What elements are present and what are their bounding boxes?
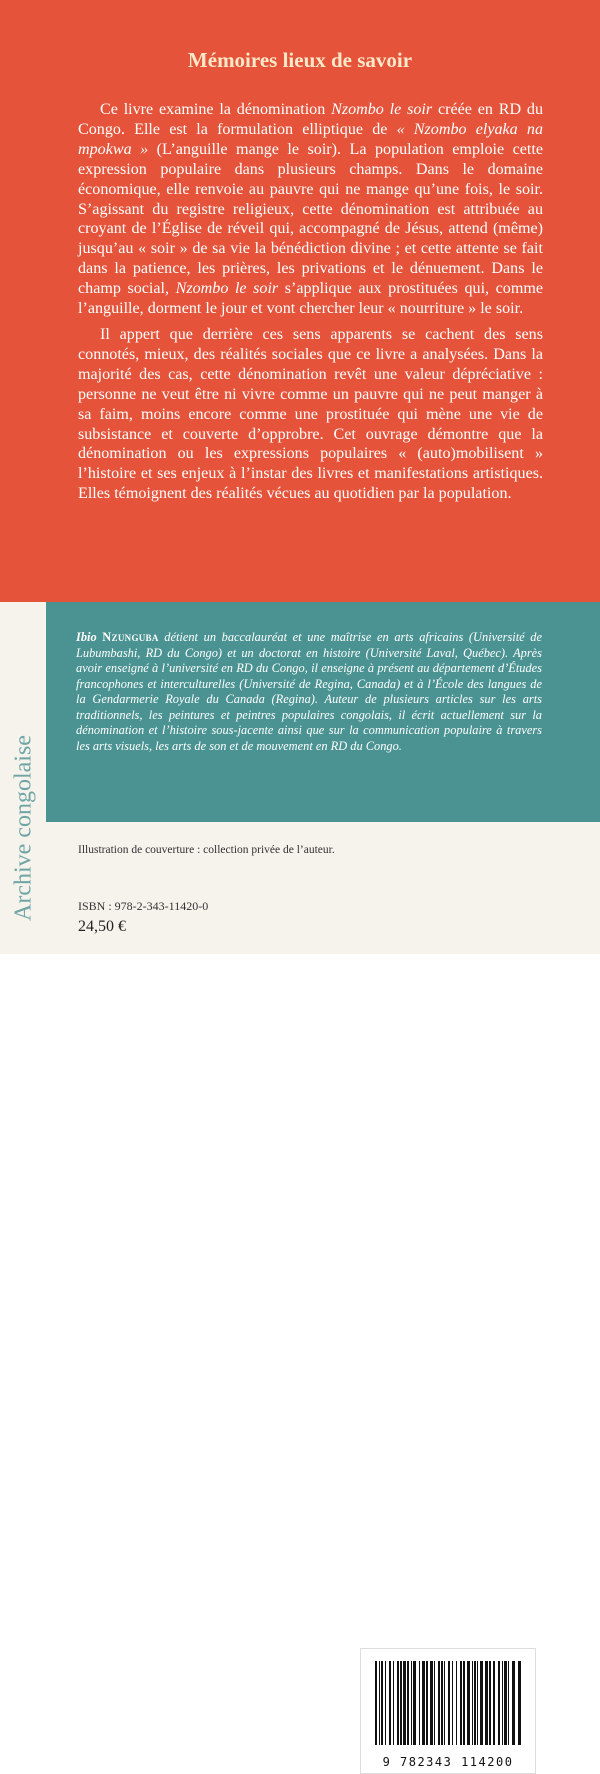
- book-price: 24,50 €: [78, 918, 126, 935]
- summary-text: [78, 100, 543, 504]
- isbn-number: ISBN : 978-2-343-11420-0: [78, 899, 209, 913]
- author-last-name: Nzunguba: [102, 630, 159, 644]
- author-bio: [76, 630, 542, 754]
- italic-phrase: « Nzombo elyaka na mpokwa »: [78, 120, 543, 158]
- summary-panel: [0, 0, 600, 602]
- cover-credit: Illustration de couverture : collection privée de l’auteur.: [78, 844, 335, 856]
- barcode-digits: 9 782343 114200: [382, 1755, 514, 1769]
- italic-phrase: Nzombo le soir: [175, 280, 279, 298]
- author-first-name: Ibio: [76, 630, 97, 644]
- summary-paragraph: Il appert que derrière ces sens apparents se cachent des sens connotés, mieux, des réalités sociales que ce livre a analysées. Dans la majorité des cas, cette dénomination revêt une valeur dépréciative : personne ne veut être ni vivre comme un pauvre qui ne peut manger à sa faim, moins encore comme une prostituée qui mène une vie de subsistance et couverte d’opprobre. Cet ouvrage démontre que la dénomination ou les expressions populaires « (auto)mobilisent » l’histoire et ses enjeux à l’instar des livres et manifestations artistiques. Elles témoignent des réalités vécues au quotidien par la population.: [78, 325, 543, 503]
- italic-phrase: Nzombo le soir: [331, 101, 433, 118]
- collection-label: [6, 708, 42, 948]
- collection-name: Archive congolaise: [10, 735, 37, 921]
- barcode-bars: [361, 1649, 535, 1751]
- isbn-barcode: [360, 1648, 536, 1774]
- author-panel: [0, 602, 600, 822]
- summary-paragraph: Ce livre examine la dénomination Nzombo le soir créée en RD du Congo. Elle est la formulation elliptique de « Nzombo elyaka na mpokwa » (L’anguille mange le soir). La population emploie cette expression populaire dans plusieurs champs. Dans le domaine économique, elle renvoie au pauvre qui ne mange qu’une fois, le soir. S’agissant du registre religieux, cette dénomination est attribuée au croyant de l’Église de réveil qui, accompagné de Jésus, attend (même) jusqu’au « soir » de sa vie la bénédiction divine ; et cette attente se fait dans la patience, les prières, les privations et le dénuement. Dans le champ social, Nzombo le soir s’applique aux prostituées qui, comme l’anguille, dorment le jour et vont chercher leur « nourriture » le soir.: [78, 101, 544, 318]
- author-bio-text: détient un baccalauréat et une maîtrise en arts africains (Université de Lubumbashi, RD du Congo) et un doctorat en histoire (Université Laval, Québec). Après avoir enseigné à l’université en RD du Congo, il enseigne à présent au département d’Études francophones et interculturelles (Université de Regina, Canada) et à l’École des langues de la Gendarmerie Royale du Canada (Regina). Auteur de plusieurs articles sur les arts traditionnels, les peintures et peintres populaires congolais, il écrit actuellement sur la dénomination et l’histoire sous-jacente ainsi que sur la communication populaire à travers les arts visuels, les arts de son et de mouvement en RD du Congo.: [76, 630, 542, 753]
- book-title: Mémoires lieux de savoir: [187, 48, 413, 72]
